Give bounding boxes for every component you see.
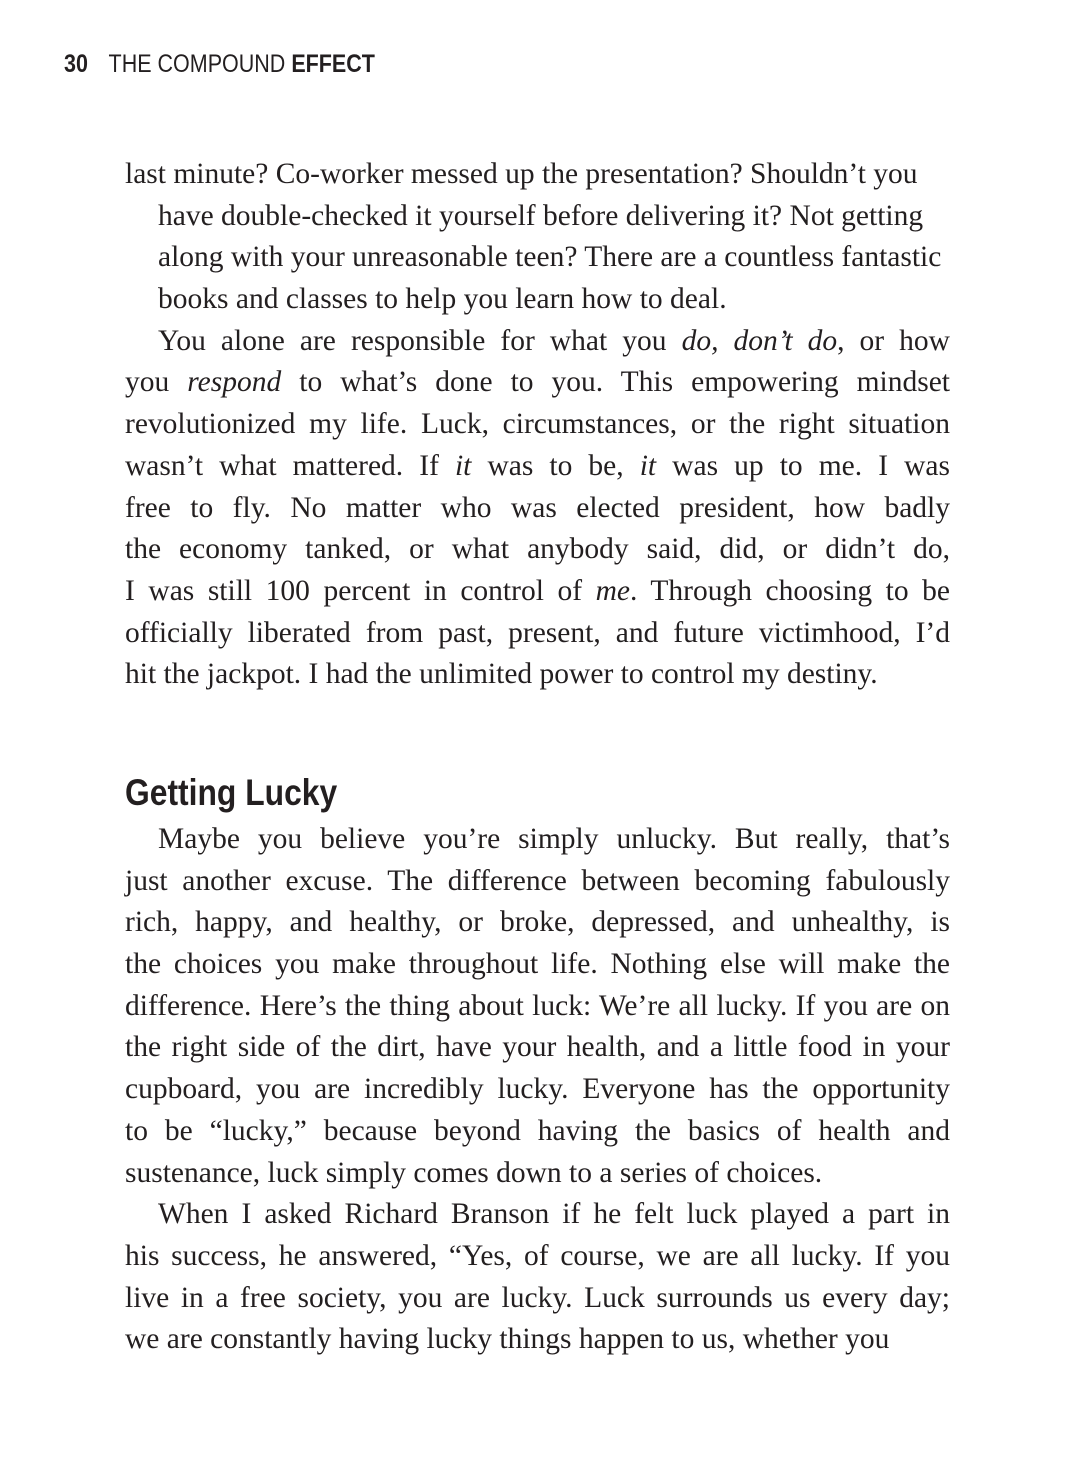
text-line: books and classes to help you learn how to deal. [158,283,727,316]
text-line: officially liberated from past, present, and future victimhood, I’d [125,616,950,649]
text-line: to be “lucky,” because beyond having the basics of health and [125,1114,950,1147]
paragraph [125,154,950,196]
text-line: along with your unreasonable teen? There are a countless fantastic [158,241,942,274]
text-line: difference. Here’s the thing about luck: We’re all lucky. If you are on [125,989,950,1022]
text-line: last minute? Co-worker messed up the presentation? Shouldn’t you [125,158,918,190]
text-line: his success, he answered, “Yes, of course, we are all lucky. If you [125,1239,950,1272]
text-line: rich, happy, and healthy, or broke, depressed, and unhealthy, is [125,906,950,939]
body-text-bottom [125,819,950,1361]
paragraph [125,196,950,238]
text-line: the right side of the dirt, have your health, and a little food in your [125,1031,950,1064]
text-line: Maybe you believe you’re simply unlucky. But really, that’s [158,823,950,855]
text-line: free to fly. No matter who was elected president, how badly [125,491,950,524]
text-line: we are constantly having lucky things happen to us, whether you [125,1323,890,1356]
text-line: revolutionized my life. Luck, circumstances, or the right situation [125,408,950,441]
section-heading: Getting Lucky [125,772,338,813]
text-line: have double-checked it yourself before delivering it? Not getting [158,199,924,232]
body-text-top [125,154,950,696]
text-line: you respond to what’s done to you. This empowering mindset [125,366,950,399]
paragraph [125,279,950,321]
text-line: wasn’t what mattered. If it was to be, it was up to me. I was [125,449,950,482]
page-number: 30 [64,50,88,78]
text-line: hit the jackpot. I had the unlimited power to control my destiny. [125,658,878,691]
book-title-bold: EFFECT [291,50,375,78]
running-header [64,50,375,79]
text-line: live in a free society, you are lucky. Luck surrounds us every day; [125,1281,950,1314]
text-line: just another excuse. The difference between becoming fabulously [125,864,950,897]
text-line: the choices you make throughout life. Nothing else will make the [125,948,950,981]
text-line: You alone are responsible for what you do, don’t do, or how [158,324,950,357]
text-line: sustenance, luck simply comes down to a series of choices. [125,1156,823,1189]
paragraph [125,237,950,279]
paragraph [125,321,950,696]
book-title: THE COMPOUND [108,50,286,78]
text-line: When I asked Richard Branson if he felt luck played a part in [158,1198,950,1231]
text-line: cupboard, you are incredibly lucky. Everyone has the opportunity [125,1073,950,1106]
text-line: the economy tanked, or what anybody said, did, or didn’t do, [125,533,950,566]
paragraph [125,819,950,1194]
paragraph [125,1194,950,1361]
text-line: I was still 100 percent in control of me. Through choosing to be [125,574,950,607]
